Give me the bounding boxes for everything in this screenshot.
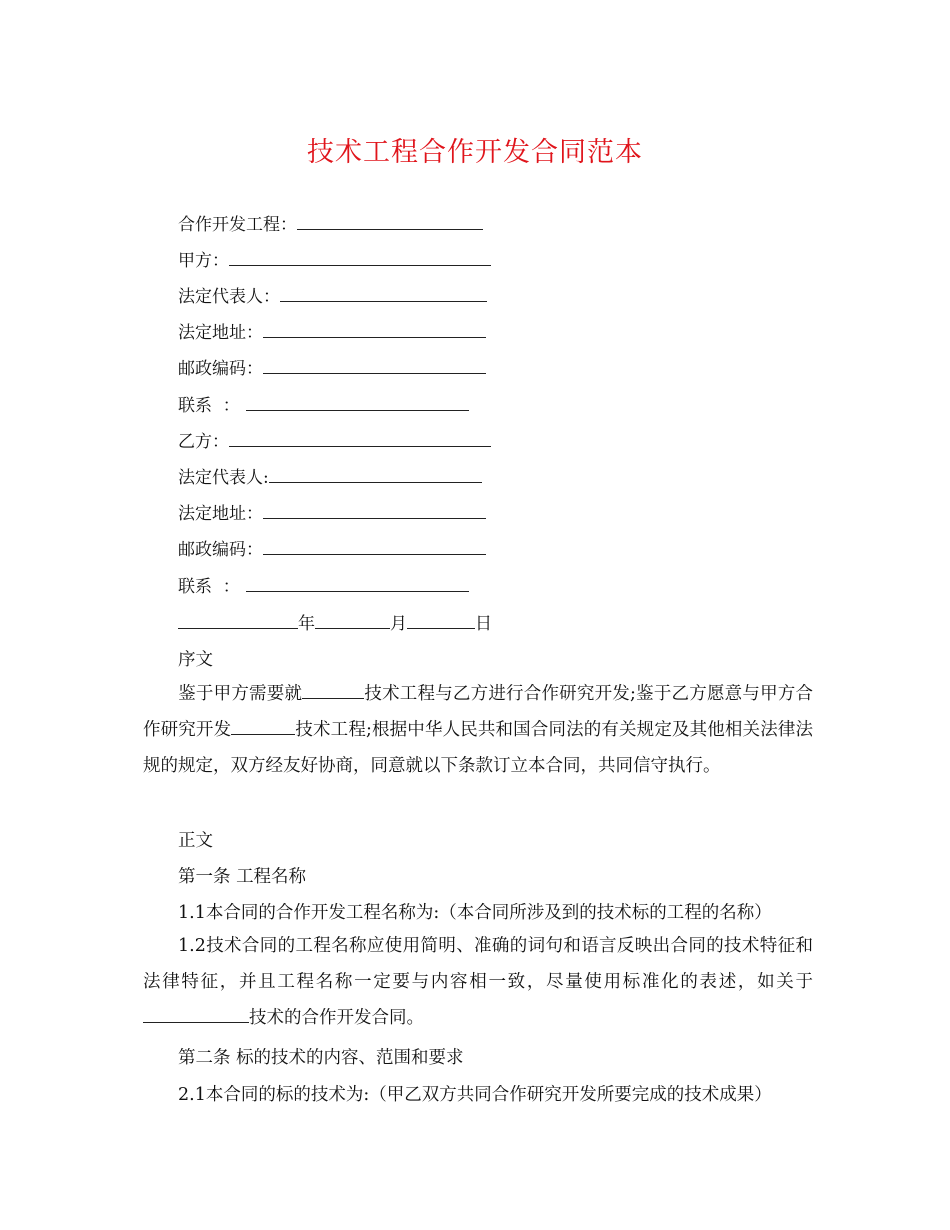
field-label: 甲方： [178, 251, 229, 271]
field-postcode-b [178, 536, 486, 561]
article-2-heading: 第二条 标的技术的内容、范围和要求 [178, 1048, 464, 1068]
clause-1-2-blank [143, 1004, 249, 1023]
month-blank [315, 610, 390, 629]
field-label: 联系 ： [178, 396, 240, 416]
field-blank [269, 464, 482, 483]
field-blank [263, 319, 486, 338]
field-blank [280, 283, 487, 302]
field-label: 法定代表人： [178, 287, 280, 307]
clause-1-2 [143, 928, 813, 1036]
field-blank [263, 500, 486, 519]
month-label: 月 [390, 614, 407, 634]
field-address-a [178, 319, 486, 344]
field-label: 法定地址： [178, 323, 263, 343]
page-title: 技术工程合作开发合同范本 [307, 137, 643, 168]
body-heading: 正文 [178, 831, 213, 851]
preface-text-c: 技术工程;根据中华人民共和国合同法的有关规定及其他相关法律法规的规定，双方经友好协商，同意就以下条款订立本合同，共同信守执行。 [143, 720, 813, 776]
field-legal-rep-b [178, 464, 482, 489]
preface-heading: 序文 [178, 650, 213, 670]
day-label: 日 [475, 614, 492, 634]
clause-1-2-text: 1.2技术合同的工程名称应使用简明、准确的词句和语言反映出合同的技术特征和法律特征，并且工程名称一定要与内容相一致，尽量使用标准化的表述，如关于 [143, 936, 813, 992]
date-line [178, 609, 492, 634]
preface-paragraph [143, 676, 813, 784]
article-1-heading: 第一条 工程名称 [178, 867, 307, 887]
field-label: 乙方： [178, 432, 229, 452]
field-contact-a [178, 392, 469, 417]
field-blank [263, 536, 486, 555]
field-blank [246, 392, 469, 411]
field-party-a [178, 247, 491, 272]
field-project [178, 211, 483, 236]
field-party-b [178, 428, 491, 453]
preface-blank-2 [231, 716, 295, 735]
field-label: 法定代表人: [178, 468, 269, 488]
field-blank [246, 573, 469, 592]
clause-2-1: 2.1本合同的标的技术为:（甲乙双方共同合作研究开发所要完成的技术成果） [178, 1085, 772, 1105]
year-label: 年 [298, 614, 315, 634]
preface-blank-1 [302, 680, 364, 699]
year-blank [178, 610, 298, 629]
field-label: 邮政编码： [178, 540, 263, 560]
field-legal-rep-a [178, 283, 487, 308]
clause-1-2-tail: 技术的合作开发合同。 [249, 1008, 424, 1028]
day-blank [407, 610, 475, 629]
preface-text-a: 鉴于甲方需要就 [178, 684, 303, 704]
preface-text-b: 技术工程与乙方进行合作研究开发;鉴于乙方愿意与甲方合作研究开发 [143, 684, 813, 740]
clause-1-1: 1.1本合同的合作开发工程名称为:（本合同所涉及到的技术标的工程的名称） [178, 903, 772, 923]
field-contact-b [178, 573, 469, 598]
field-blank [297, 211, 483, 230]
field-blank [229, 428, 491, 447]
field-label: 法定地址： [178, 504, 263, 524]
field-label: 联系 ： [178, 577, 240, 597]
field-postcode-a [178, 355, 486, 380]
field-label: 邮政编码： [178, 359, 263, 379]
field-address-b [178, 500, 486, 525]
field-blank [263, 355, 486, 374]
field-label: 合作开发工程： [178, 215, 297, 235]
field-blank [229, 247, 491, 266]
